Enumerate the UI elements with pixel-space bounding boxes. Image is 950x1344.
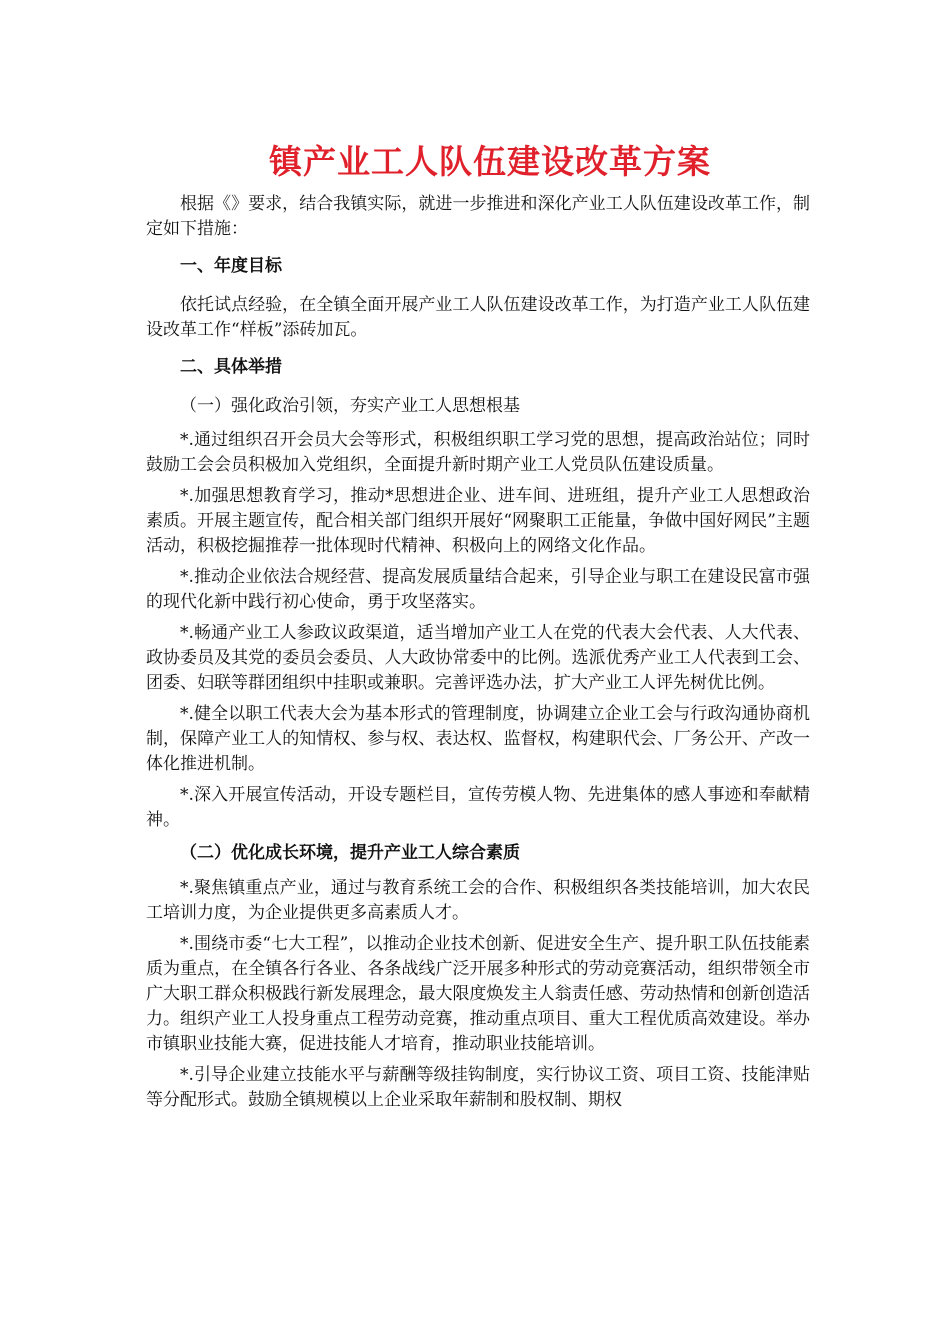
measure-item: *.围绕市委“七大工程”，以推动企业技术创新、促进安全生产、提升职工队伍技能素质为重点，在全镇各行各业、各条战线广泛开展多种形式的劳动竞赛活动，组织带领全市广大职工群众积极践行新发展理念，最大限度焕发主人翁责任感、劳动热情和创新创造活力。组织产业工人投身重点工程劳动竞赛，推动重点项目、重大工程优质高效建设。举办市镇职业技能大赛，促进技能人才培育，推动职业技能培训。 — [146, 934, 810, 1054]
document-body — [146, 192, 810, 1119]
measure-item: *.推动企业依法合规经营、提高发展质量结合起来，引导企业与职工在建设民富市强的现代化新中践行初心使命，勇于攻坚落实。 — [146, 567, 810, 612]
section-heading-measures: 二、具体举措 — [180, 357, 282, 377]
subsection-heading-political: （一）强化政治引领，夯实产业工人思想根基 — [180, 396, 520, 416]
measure-item: *.畅通产业工人参政议政渠道，适当增加产业工人在党的代表大会代表、人大代表、政协委员及其党的委员会委员、人大政协常委中的比例。选派优秀产业工人代表到工会、团委、妇联等群团组织中挂职或兼职。完善评选办法，扩大产业工人评先树优比例。 — [146, 623, 810, 693]
measure-item: *.深入开展宣传活动，开设专题栏目，宣传劳模人物、先进集体的感人事迹和奉献精神。 — [146, 785, 810, 830]
measure-item: *.引导企业建立技能水平与薪酬等级挂钩制度，实行协议工资、项目工资、技能津贴等分配形式。鼓励全镇规模以上企业采取年薪制和股权制、期权 — [146, 1065, 810, 1110]
measure-item: *.健全以职工代表大会为基本形式的管理制度，协调建立企业工会与行政沟通协商机制，保障产业工人的知情权、参与权、表达权、监督权，构建职代会、厂务公开、产改一体化推进机制。 — [146, 704, 810, 774]
document-title: 镇产业工人队伍建设改革方案 — [269, 142, 711, 181]
annual-goal-paragraph: 依托试点经验，在全镇全面开展产业工人队伍建设改革工作，为打造产业工人队伍建设改革工作“样板”添砖加瓦。 — [146, 295, 810, 340]
subsection-heading-environment: （二）优化成长环境，提升产业工人综合素质 — [180, 843, 520, 863]
measure-item: *.通过组织召开会员大会等形式，积极组织职工学习党的思想，提高政治站位；同时鼓励工会会员积极加入党组织，全面提升新时期产业工人党员队伍建设质量。 — [146, 430, 810, 475]
measure-item: *.加强思想教育学习，推动*思想进企业、进车间、进班组，提升产业工人思想政治素质。开展主题宣传，配合相关部门组织开展好“网聚职工正能量，争做中国好网民”主题活动，积极挖掘推荐一批体现时代精神、积极向上的网络文化作品。 — [146, 486, 810, 556]
measure-item: *.聚焦镇重点产业，通过与教育系统工会的合作、积极组织各类技能培训，加大农民工培训力度，为企业提供更多高素质人才。 — [146, 878, 810, 923]
intro-paragraph: 根据《》要求，结合我镇实际，就进一步推进和深化产业工人队伍建设改革工作，制定如下措施： — [146, 194, 810, 239]
section-heading-annual-goal: 一、年度目标 — [180, 256, 282, 276]
